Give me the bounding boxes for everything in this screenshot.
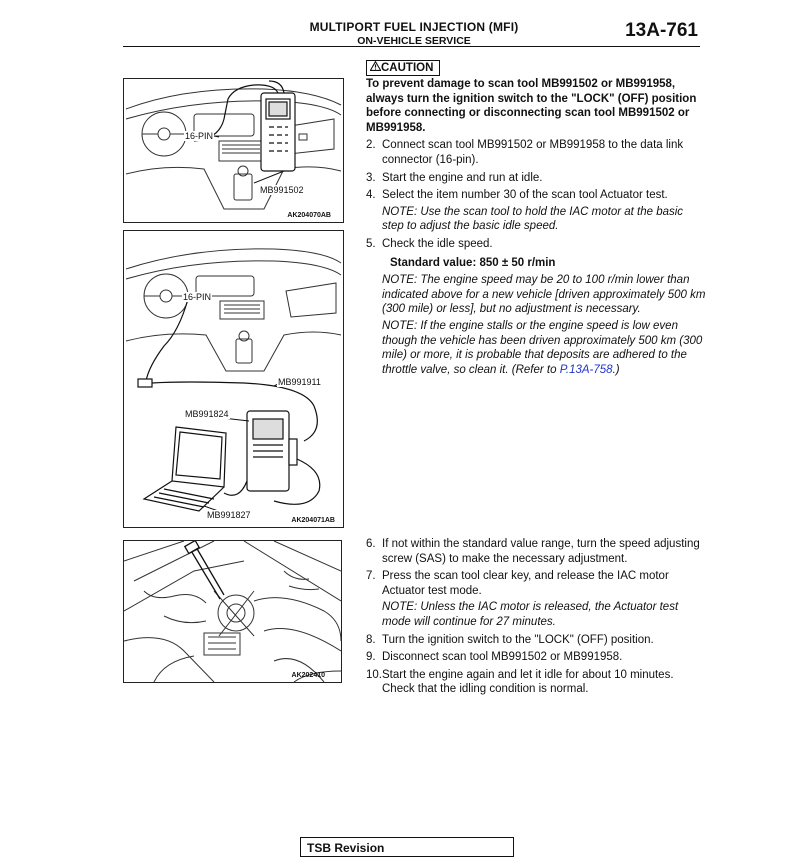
figure-label: 16-PIN xyxy=(183,292,212,302)
figure-label: MB991827 xyxy=(207,510,251,520)
engine-bay-drawing xyxy=(124,541,341,682)
procedure-text-lower xyxy=(366,534,706,697)
list-item: 5. Check the idle speed. xyxy=(366,237,493,250)
section-subtitle: ON-VEHICLE SERVICE xyxy=(357,35,471,47)
list-item: 9. Disconnect scan tool MB991502 or MB991958. xyxy=(366,651,623,664)
section-title: MULTIPORT FUEL INJECTION (MFI) xyxy=(309,20,519,34)
warning-triangle-icon xyxy=(369,61,381,75)
list-item: 7. Press the scan tool clear key, and release the IAC motor Actuator test mode. xyxy=(366,570,669,597)
note-text: NOTE: Use the scan tool to hold the IAC motor at the basic step to adjust the basic idle speed. xyxy=(382,205,684,233)
header-divider xyxy=(123,46,700,47)
caution-label: CAUTION xyxy=(381,62,434,74)
figure-code: AK204071AB xyxy=(291,517,335,524)
figure-throttle-body xyxy=(123,540,342,683)
caution-text: To prevent damage to scan tool MB991502 or MB991958, always turn the ignition switch to the "LOCK" (OFF) position before connecting or disconnecting scan tool MB991502 or MB991958. xyxy=(366,78,697,134)
page-number: 13A-761 xyxy=(625,20,698,41)
list-item: 6. If not within the standard value range, turn the speed adjusting screw (SAS) to make the necessary adjustment. xyxy=(366,538,700,565)
dashboard-drawing xyxy=(124,79,343,222)
list-item: 3. Start the engine and run at idle. xyxy=(366,171,543,184)
list-item: 8. Turn the ignition switch to the "LOCK" (OFF) position. xyxy=(366,633,654,646)
list-item: 4. Select the item number 30 of the scan tool Actuator test. xyxy=(366,189,668,202)
note-text: NOTE: If the engine stalls or the engine speed is low even though the vehicle has been driven approximately 500 km (300 mile) or more, it is probable that deposits are adhered to the throttle valve, so clean it. (Refer to P.13A-758.) xyxy=(382,319,703,376)
tsb-revision-box: TSB Revision xyxy=(300,837,514,857)
note-text: NOTE: The engine speed may be 20 to 100 r/min lower than indicated above for a new vehicle [driven approximately 500 km (300 mile) or less], but no adjustment is necessary. xyxy=(382,274,706,316)
figure-label: MB991502 xyxy=(260,185,304,195)
caution-badge xyxy=(366,60,440,76)
figure-code: AK202410 xyxy=(291,672,325,679)
procedure-text-upper xyxy=(366,60,706,377)
figure-label: 16-PIN xyxy=(185,131,214,141)
figure-scan-tool-connection xyxy=(123,78,344,223)
figure-label: MB991824 xyxy=(185,409,229,419)
figure-label: MB991911 xyxy=(278,377,321,387)
note-text: NOTE: Unless the IAC motor is released, the Actuator test mode will continue for 27 minutes. xyxy=(382,601,679,628)
page-reference-link[interactable]: P.13A-758 xyxy=(559,363,613,376)
list-item: 2. Connect scan tool MB991502 or MB991958 to the data link connector (16-pin). xyxy=(366,139,684,166)
figure-code: AK204070AB xyxy=(287,212,331,219)
standard-value: Standard value: 850 ± 50 r/min xyxy=(390,256,556,269)
list-item: 10. Start the engine again and let it idle for about 10 minutes. Check that the idling condition is normal. xyxy=(366,668,674,696)
figure-laptop-connection xyxy=(123,230,344,528)
